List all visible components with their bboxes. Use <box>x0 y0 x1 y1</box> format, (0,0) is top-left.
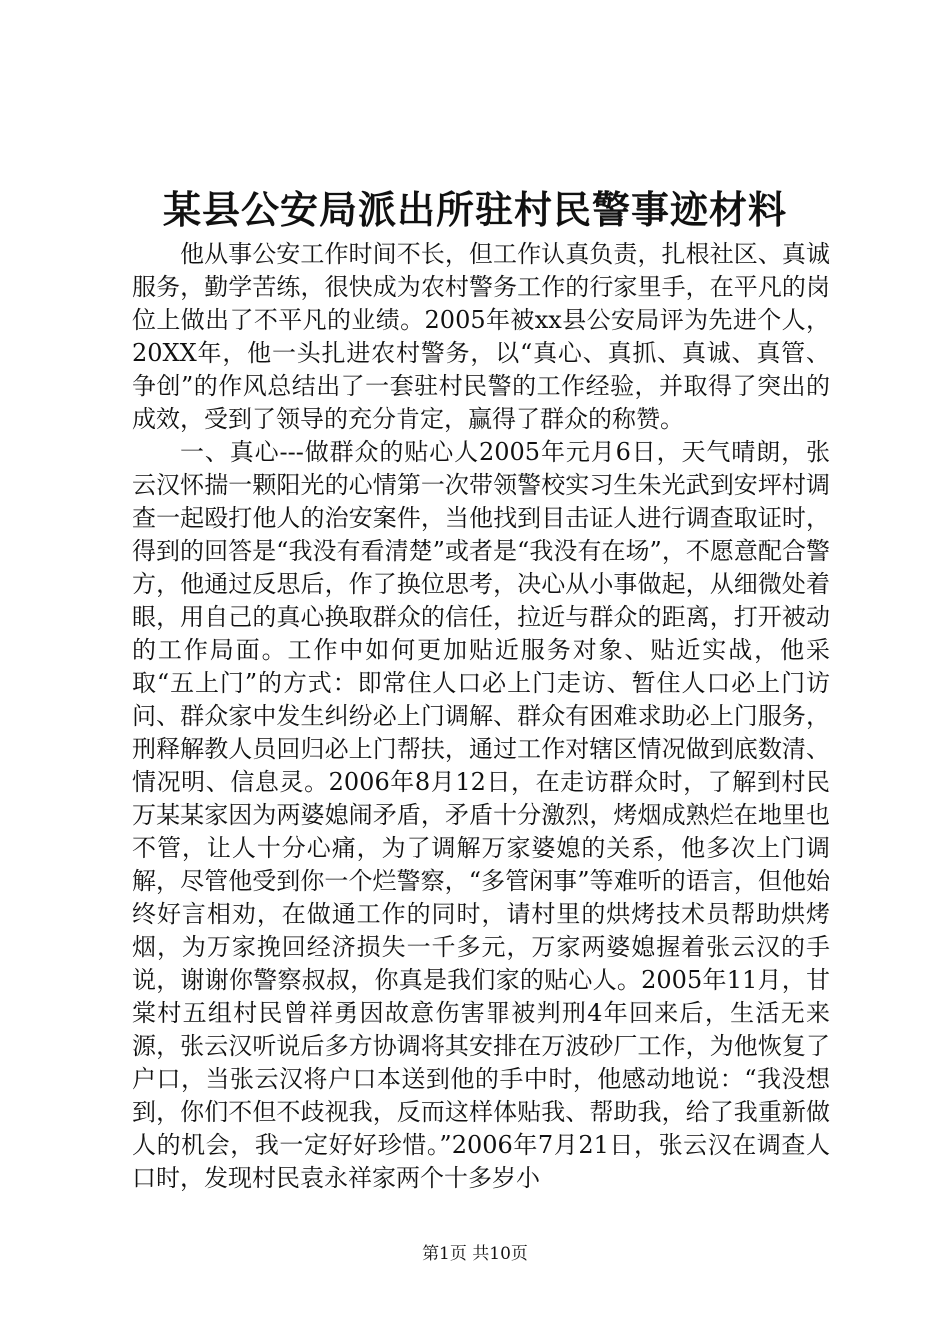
document-title: 某县公安局派出所驻村民警事迹材料 <box>162 187 787 232</box>
paragraph-intro: 他从事公安工作时间不长，但工作认真负责，扎根社区、真诚服务，勤学苦练，很快成为农村警务工作的行家里手，在平凡的岗位上做出了不平凡的业绩。2005年被xx县公安局评为先进个人，20XX年，他一头扎进农村警务，以“真心、真抓、真诚、真管、争创”的作风总结出了一套驻村民警的工作经验，并取得了突出的成效，受到了领导的充分肯定，赢得了群众的称赞。 <box>132 240 830 433</box>
paragraph-section-one: 一、真心---做群众的贴心人2005年元月6日，天气晴朗，张云汉怀揣一颗阳光的心情第一次带领警校实习生朱光武到安坪村调查一起殴打他人的治安案件，当他找到目击证人进行调查取证时，得到的回答是“我没有看清楚”或者是“我没有在场”，不愿意配合警方，他通过反思后，作了换位思考，决心从小事做起，从细微处着眼，用自己的真心换取群众的信任，拉近与群众的距离，打开被动的工作局面。工作中如何更加贴近服务对象、贴近实战，他采取“五上门”的方式：即常住人口必上门走访、暂住人口必上门访问、群众家中发生纠纷必上门调解、群众有困难求助必上门服务，刑释解教人员回归必上门帮扶，通过工作对辖区情况做到底数清、情况明、信息灵。2006年8月12日，在走访群众时，了解到村民万某某家因为两婆媳闹矛盾，矛盾十分激烈，烤烟成熟烂在地里也不管，让人十分心痛，为了调解万家婆媳的关系，他多次上门调解，尽管他受到你一个烂警察，“多管闲事”等难听的语言，但他始终好言相劝，在做通工作的同时，请村里的烘烤技术员帮助烘烤烟，为万家挽回经济损失一千多元，万家两婆媳握着张云汉的手说，谢谢你警察叔叔，你真是我们家的贴心人。2005年11月，甘棠村五组村民曾祥勇因故意伤害罪被判刑4年回来后，生活无来源，张云汉听说后多方协调将其安排在万波砂厂工作，为他恢复了户口，当张云汉将户口本送到他的手中时，他感动地说：“我没想到，你们不但不歧视我，反而这样体贴我、帮助我，给了我重新做人的机会，我一定好好珍惜。”2006年7月21日，张云汉在调查人口时，发现村民袁永祥家两个十多岁小 <box>132 438 830 1192</box>
page-number-footer: 第1页 共10页 <box>422 1244 528 1264</box>
document-body <box>132 238 830 1195</box>
